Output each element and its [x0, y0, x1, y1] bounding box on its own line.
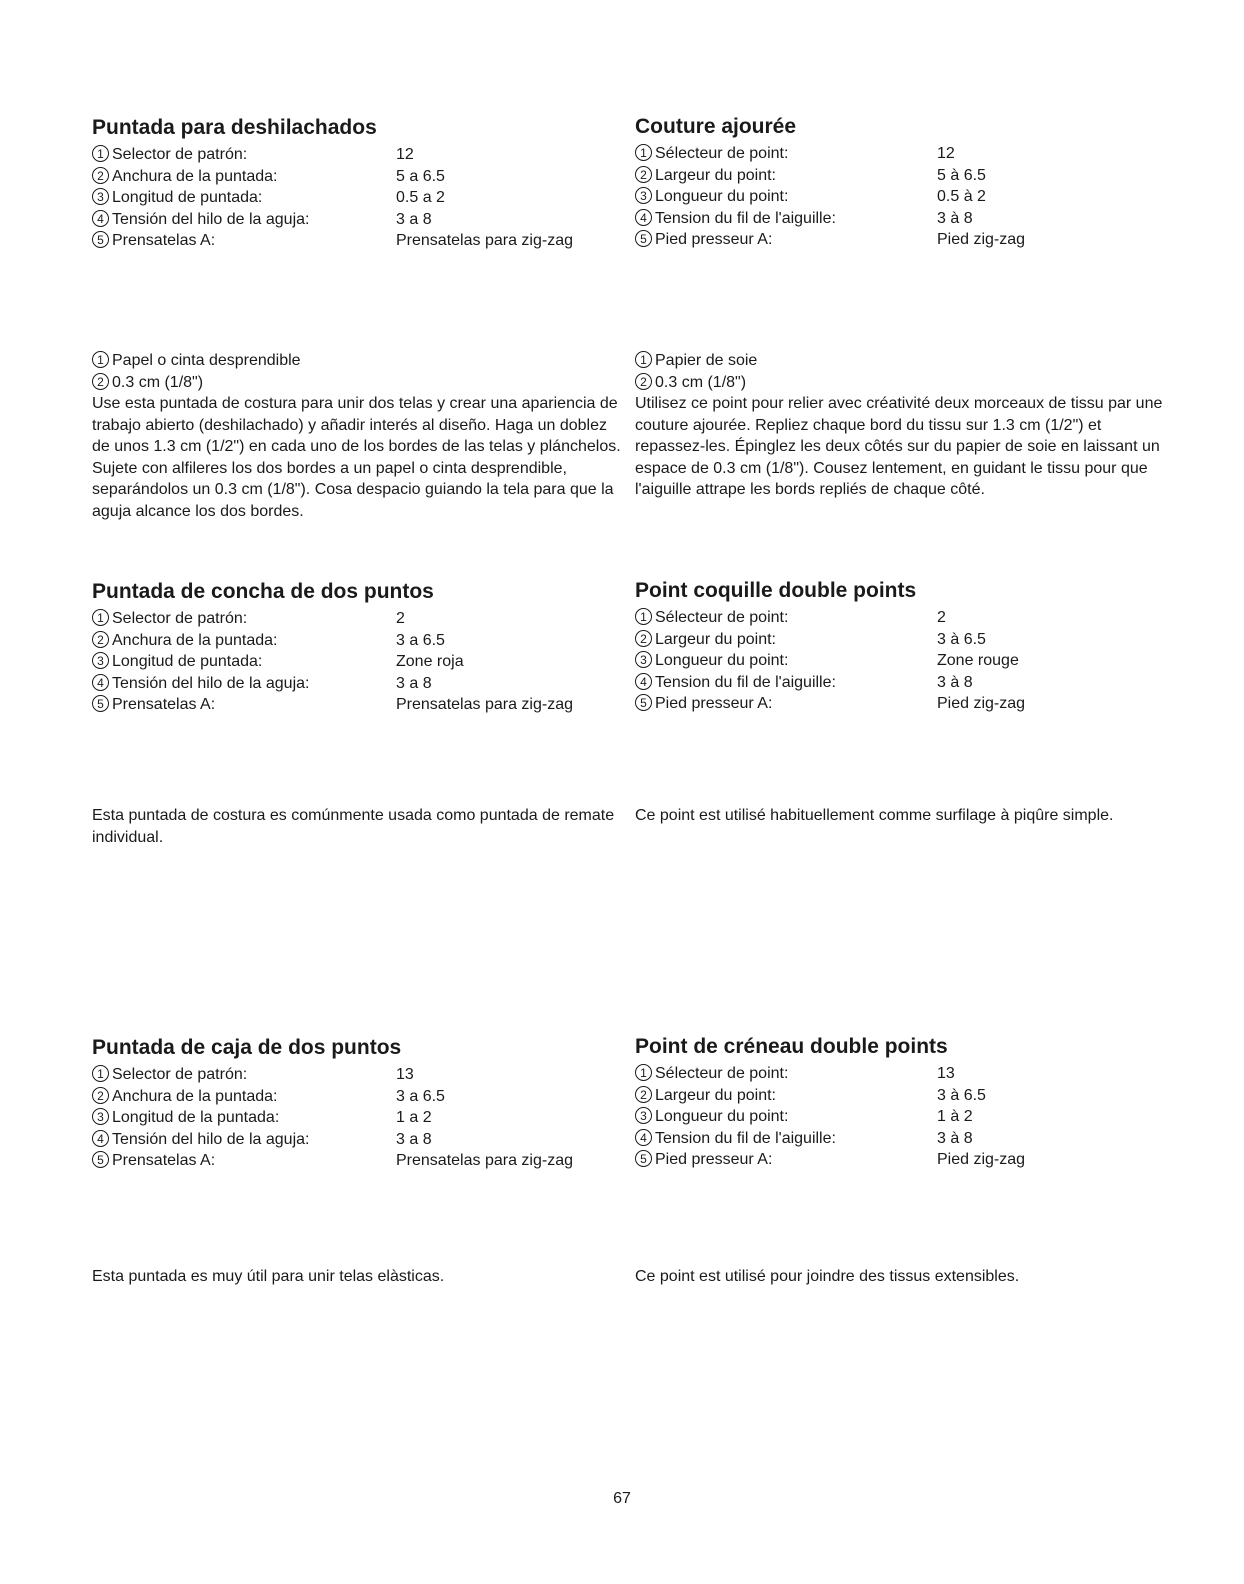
setting-value: 3 à 6.5: [937, 630, 986, 648]
number-circle-icon: 2: [92, 167, 109, 184]
number-circle-icon: 5: [635, 1150, 652, 1167]
setting-value: 3 à 8: [937, 1129, 973, 1147]
number-circle-icon: 3: [92, 1108, 109, 1125]
setting-value: Prensatelas para zig-zag: [396, 1152, 573, 1169]
instructions-text: Use esta puntada de costura para unir dos telas y crear una apariencia de trabajo abierto (deshilachado) y añadir interés al diseño. Haga un doblez de unos 1.3 cm (1/2") en cada uno de los bordes de las telas y plánchelos. Sujete con alfileres los dos bordes a un papel o cinta desprendible, separándolos un 0.3 cm (1/8"). Cosa despacio guiando la tela para que la aguja alcance los dos bordes.: [92, 395, 621, 520]
section-title: Point coquille double points: [635, 579, 917, 602]
setting-value: Pied zig-zag: [937, 231, 1026, 248]
number-circle-icon: 1: [92, 609, 109, 626]
description-text: Esta puntada de costura es comúnmente usada como puntada de remate individual.: [92, 807, 615, 846]
setting-label: Selector de patrón:: [112, 146, 248, 163]
setting-row: [92, 1129, 622, 1151]
setting-row: [635, 165, 1165, 187]
setting-value: 1 à 2: [937, 1108, 973, 1125]
figure-legend-item: [92, 372, 622, 394]
figure-legend-text: Papier de soie: [655, 352, 758, 369]
setting-row: [92, 608, 622, 630]
setting-row: [92, 694, 622, 716]
number-circle-icon: 2: [635, 630, 652, 647]
section-2-es-body: [92, 805, 622, 848]
setting-row: [635, 143, 1165, 165]
number-circle-icon: 5: [635, 230, 652, 247]
setting-value: 5 a 6.5: [396, 167, 445, 185]
section-3-es: [92, 1036, 622, 1172]
setting-row: [92, 630, 622, 652]
number-circle-icon: 3: [92, 652, 109, 669]
section-1-fr: [635, 115, 1165, 251]
setting-label: Longitud de la puntada:: [112, 1109, 280, 1126]
setting-value: 13: [937, 1065, 955, 1082]
setting-label: Anchura de la puntada:: [112, 1087, 278, 1105]
setting-value: 3 a 8: [396, 674, 432, 692]
setting-label: Pied presseur A:: [655, 1151, 773, 1168]
number-circle-icon: 3: [635, 187, 652, 204]
setting-value: 12: [396, 146, 414, 163]
setting-label: Selector de patrón:: [112, 1066, 248, 1083]
description-text: Ce point est utilisé pour joindre des tissus extensibles.: [635, 1268, 1020, 1285]
setting-row: [635, 650, 1165, 672]
number-circle-icon: 4: [92, 1130, 109, 1147]
figure-legend-text: 0.3 cm (1/8"): [655, 373, 747, 391]
number-circle-icon: 5: [92, 1151, 109, 1168]
settings-list: [635, 607, 1165, 715]
number-circle-icon: 2: [635, 166, 652, 183]
number-circle-icon: 4: [635, 1129, 652, 1146]
setting-row: [635, 1085, 1165, 1107]
setting-value: 13: [396, 1066, 414, 1083]
number-circle-icon: 2: [635, 373, 652, 390]
setting-value: 3 a 8: [396, 210, 432, 228]
setting-value: 3 a 8: [396, 1130, 432, 1148]
setting-row: [92, 230, 622, 252]
setting-row: [92, 1086, 622, 1108]
setting-row: [635, 208, 1165, 230]
setting-label: Longueur du point:: [655, 1108, 789, 1125]
number-circle-icon: 2: [92, 1087, 109, 1104]
settings-list: [92, 144, 622, 252]
setting-value: 5 à 6.5: [937, 166, 986, 184]
setting-value: 2: [937, 609, 946, 626]
setting-row: [635, 629, 1165, 651]
setting-value: 3 a 6.5: [396, 631, 445, 649]
number-circle-icon: 5: [92, 231, 109, 248]
setting-row: [635, 186, 1165, 208]
number-circle-icon: 3: [635, 651, 652, 668]
setting-label: Anchura de la puntada:: [112, 167, 278, 185]
number-circle-icon: 1: [635, 351, 652, 368]
setting-value: Prensatelas para zig-zag: [396, 232, 573, 249]
setting-row: [92, 144, 622, 166]
setting-label: Anchura de la puntada:: [112, 631, 278, 649]
section-title: Couture ajourée: [635, 115, 797, 138]
setting-label: Largeur du point:: [655, 630, 776, 648]
settings-list: [635, 1063, 1165, 1171]
setting-label: Prensatelas A:: [112, 1152, 216, 1169]
section-2-fr: [635, 579, 1165, 715]
setting-row: [92, 209, 622, 231]
setting-value: Zone roja: [396, 653, 464, 670]
setting-label: Pied presseur A:: [655, 695, 773, 712]
setting-label: Longueur du point:: [655, 652, 789, 669]
section-1-fr-body: [635, 350, 1165, 501]
setting-value: Zone rouge: [937, 652, 1019, 669]
figure-legend-item: [635, 350, 1165, 372]
setting-value: Pied zig-zag: [937, 1151, 1026, 1168]
setting-value: 2: [396, 610, 405, 627]
setting-label: Tensión del hilo de la aguja:: [112, 210, 310, 228]
setting-label: Longueur du point:: [655, 188, 789, 205]
settings-list: [635, 143, 1165, 251]
section-1-es: [92, 116, 622, 252]
number-circle-icon: 4: [635, 673, 652, 690]
setting-row: [92, 651, 622, 673]
setting-row: [635, 1106, 1165, 1128]
setting-label: Largeur du point:: [655, 1086, 776, 1104]
setting-row: [92, 166, 622, 188]
number-circle-icon: 1: [635, 608, 652, 625]
description-text: Esta puntada es muy útil para unir telas elàsticas.: [92, 1268, 445, 1285]
setting-label: Tension du fil de l'aiguille:: [655, 1129, 836, 1147]
number-circle-icon: 2: [92, 631, 109, 648]
setting-value: 3 à 8: [937, 209, 973, 227]
settings-list: [92, 608, 622, 716]
setting-value: Prensatelas para zig-zag: [396, 696, 573, 713]
figure-legend-text: Papel o cinta desprendible: [112, 352, 301, 369]
setting-value: 3 à 8: [937, 673, 973, 691]
setting-value: 1 a 2: [396, 1109, 432, 1126]
setting-value: 3 à 6.5: [937, 1086, 986, 1104]
section-title: Puntada de caja de dos puntos: [92, 1036, 402, 1059]
setting-label: Tensión del hilo de la aguja:: [112, 1130, 310, 1148]
setting-value: 3 a 6.5: [396, 1087, 445, 1105]
setting-row: [635, 693, 1165, 715]
setting-row: [635, 1128, 1165, 1150]
figure-legend-item: [635, 372, 1165, 394]
setting-label: Prensatelas A:: [112, 696, 216, 713]
figure-legend-text: 0.3 cm (1/8"): [112, 373, 204, 391]
setting-row: [92, 187, 622, 209]
section-title: Puntada para deshilachados: [92, 116, 377, 139]
setting-row: [635, 229, 1165, 251]
number-circle-icon: 5: [635, 694, 652, 711]
number-circle-icon: 1: [635, 1064, 652, 1081]
section-title: Point de créneau double points: [635, 1035, 948, 1058]
number-circle-icon: 4: [92, 674, 109, 691]
section-2-es: [92, 580, 622, 716]
setting-value: Pied zig-zag: [937, 695, 1026, 712]
number-circle-icon: 1: [92, 145, 109, 162]
setting-label: Sélecteur de point:: [655, 145, 789, 162]
setting-row: [635, 607, 1165, 629]
setting-label: Tension du fil de l'aiguille:: [655, 673, 836, 691]
number-circle-icon: 1: [92, 351, 109, 368]
setting-label: Longitud de puntada:: [112, 189, 263, 206]
setting-row: [635, 1149, 1165, 1171]
setting-value: 0.5 a 2: [396, 189, 445, 206]
number-circle-icon: 2: [92, 373, 109, 390]
number-circle-icon: 1: [92, 1065, 109, 1082]
section-2-fr-body: [635, 805, 1165, 827]
page-number: 67: [613, 1490, 631, 1507]
setting-label: Selector de patrón:: [112, 610, 248, 627]
section-title: Puntada de concha de dos puntos: [92, 580, 434, 603]
description-text: Ce point est utilisé habituellement comme surfilage à piqûre simple.: [635, 807, 1114, 824]
setting-row: [92, 1107, 622, 1129]
setting-label: Tension du fil de l'aiguille:: [655, 209, 836, 227]
section-3-fr-body: [635, 1266, 1165, 1288]
number-circle-icon: 4: [92, 210, 109, 227]
setting-row: [635, 672, 1165, 694]
instructions-text: Utilisez ce point pour relier avec créativité deux morceaux de tissu par une couture ajourée. Repliez chaque bord du tissu sur 1.3 cm (1/2") et repassez-les. Épinglez les deux côtés sur du papier de soie en laissant un espace de 0.3 cm (1/8"). Cousez lentement, en guidant le tissu pour que l'aiguille attrape les bords repliés de chaque côté.: [635, 395, 1163, 498]
number-circle-icon: 4: [635, 209, 652, 226]
section-3-fr: [635, 1035, 1165, 1171]
section-1-es-body: [92, 350, 622, 522]
setting-label: Longitud de puntada:: [112, 653, 263, 670]
setting-label: Sélecteur de point:: [655, 609, 789, 626]
figure-legend-item: [92, 350, 622, 372]
setting-row: [635, 1063, 1165, 1085]
setting-row: [92, 1150, 622, 1172]
setting-label: Tensión del hilo de la aguja:: [112, 674, 310, 692]
settings-list: [92, 1064, 622, 1172]
setting-label: Sélecteur de point:: [655, 1065, 789, 1082]
setting-value: 12: [937, 145, 955, 162]
setting-label: Prensatelas A:: [112, 232, 216, 249]
number-circle-icon: 3: [635, 1107, 652, 1124]
setting-row: [92, 673, 622, 695]
number-circle-icon: 2: [635, 1086, 652, 1103]
number-circle-icon: 3: [92, 188, 109, 205]
number-circle-icon: 1: [635, 144, 652, 161]
setting-value: 0.5 à 2: [937, 188, 986, 205]
section-3-es-body: [92, 1266, 622, 1288]
setting-label: Largeur du point:: [655, 166, 776, 184]
setting-label: Pied presseur A:: [655, 231, 773, 248]
number-circle-icon: 5: [92, 695, 109, 712]
setting-row: [92, 1064, 622, 1086]
